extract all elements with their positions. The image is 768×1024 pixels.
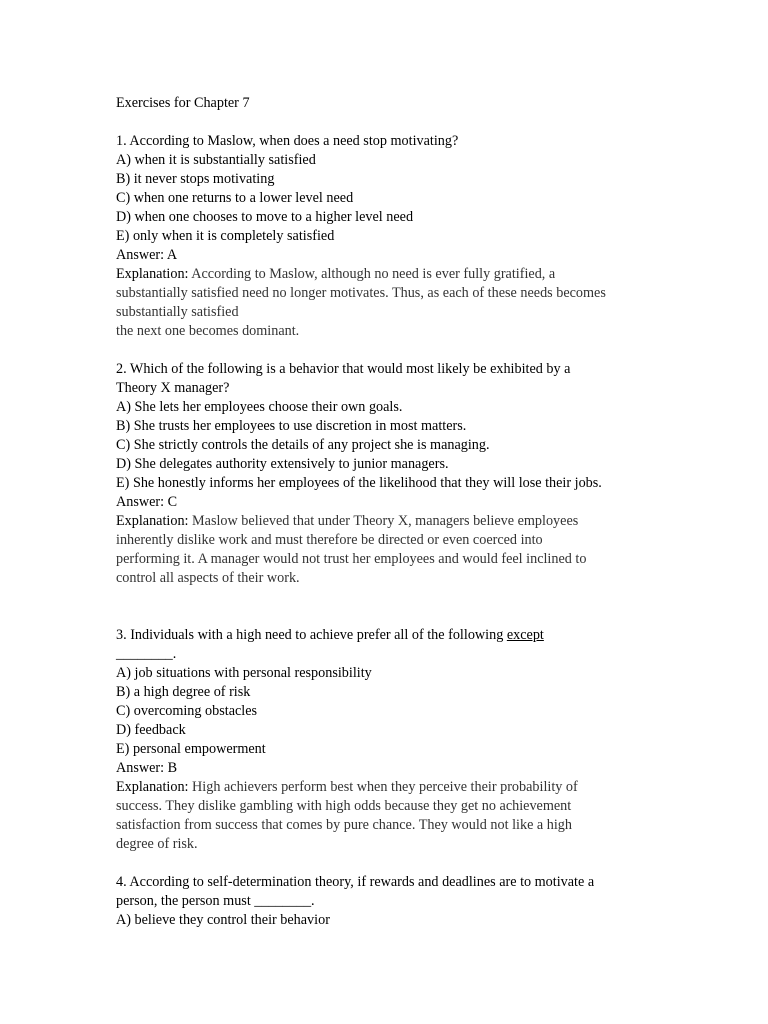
option-b: B) a high degree of risk [116, 684, 251, 700]
question-blank: ________. [116, 646, 177, 662]
question-text: Theory X manager? [116, 380, 230, 396]
explanation-text: inherently dislike work and must therefore be directed or even coerced into [116, 532, 543, 548]
explanation-text: performing it. A manager would not trust her employees and would feel inclined to [116, 551, 587, 567]
question-text: According to self-determination theory, if rewards and deadlines are to motivate a [126, 874, 595, 890]
explanation-label: Explanation: [116, 513, 189, 529]
option-a: A) job situations with personal responsibility [116, 665, 372, 681]
answer: Answer: A [116, 247, 178, 263]
option-d: D) feedback [116, 722, 186, 738]
explanation-text: success. They dislike gambling with high odds because they get no achievement [116, 798, 572, 814]
question-number: 2. [116, 361, 127, 377]
explanation-text: satisfaction from success that comes by pure chance. They would not like a high [116, 817, 572, 833]
spacer [116, 588, 676, 626]
question-text: person, the person must ________. [116, 893, 315, 909]
question-number: 3. [116, 627, 127, 643]
answer: Answer: C [116, 494, 178, 510]
explanation-label: Explanation: [116, 779, 189, 795]
question-1 [116, 132, 676, 341]
option-b: B) She trusts her employees to use discretion in most matters. [116, 418, 467, 434]
option-e: E) She honestly informs her employees of the likelihood that they will lose their jobs. [116, 475, 602, 491]
explanation-text: substantially satisfied need no longer motivates. Thus, as each of these needs becomes [116, 285, 606, 301]
explanation-text: control all aspects of their work. [116, 570, 300, 586]
option-c: C) She strictly controls the details of any project she is managing. [116, 437, 490, 453]
explanation [116, 265, 676, 284]
option-e: E) personal empowerment [116, 741, 266, 757]
question-2-stem [116, 360, 676, 379]
option-a: A) believe they control their behavior [116, 912, 330, 928]
explanation-label: Explanation: [116, 266, 189, 282]
explanation-text: According to Maslow, although no need is ever fully gratified, a [188, 266, 556, 282]
question-4 [116, 873, 676, 930]
option-c: C) when one returns to a lower level need [116, 190, 354, 206]
explanation-text: substantially satisfied [116, 304, 239, 320]
explanation-text: Maslow believed that under Theory X, managers believe employees [188, 513, 579, 529]
question-3-stem [116, 626, 676, 645]
question-text: Which of the following is a behavior that would most likely be exhibited by a [126, 361, 571, 377]
option-a: A) She lets her employees choose their own goals. [116, 399, 403, 415]
explanation [116, 778, 676, 797]
explanation [116, 512, 676, 531]
document-title: Exercises for Chapter 7 [116, 95, 250, 111]
spacer [116, 854, 676, 873]
spacer [116, 113, 676, 132]
spacer [116, 341, 676, 360]
option-d: D) She delegates authority extensively to junior managers. [116, 456, 449, 472]
document-page [116, 94, 676, 930]
answer: Answer: B [116, 760, 178, 776]
question-number: 1. [116, 133, 127, 149]
option-e: E) only when it is completely satisfied [116, 228, 335, 244]
option-b: B) it never stops motivating [116, 171, 275, 187]
question-1-stem [116, 132, 676, 151]
question-number: 4. [116, 874, 127, 890]
question-4-stem [116, 873, 676, 892]
explanation-text: the next one becomes dominant. [116, 323, 300, 339]
option-c: C) overcoming obstacles [116, 703, 258, 719]
question-emphasis: except [506, 627, 544, 643]
option-a: A) when it is substantially satisfied [116, 152, 316, 168]
question-text: According to Maslow, when does a need stop motivating? [129, 133, 459, 149]
option-d: D) when one chooses to move to a higher level need [116, 209, 414, 225]
explanation-text: High achievers perform best when they perceive their probability of [188, 779, 578, 795]
question-2 [116, 360, 676, 588]
question-text: Individuals with a high need to achieve prefer all of the following [126, 627, 507, 643]
explanation-text: degree of risk. [116, 836, 198, 852]
question-3 [116, 626, 676, 854]
